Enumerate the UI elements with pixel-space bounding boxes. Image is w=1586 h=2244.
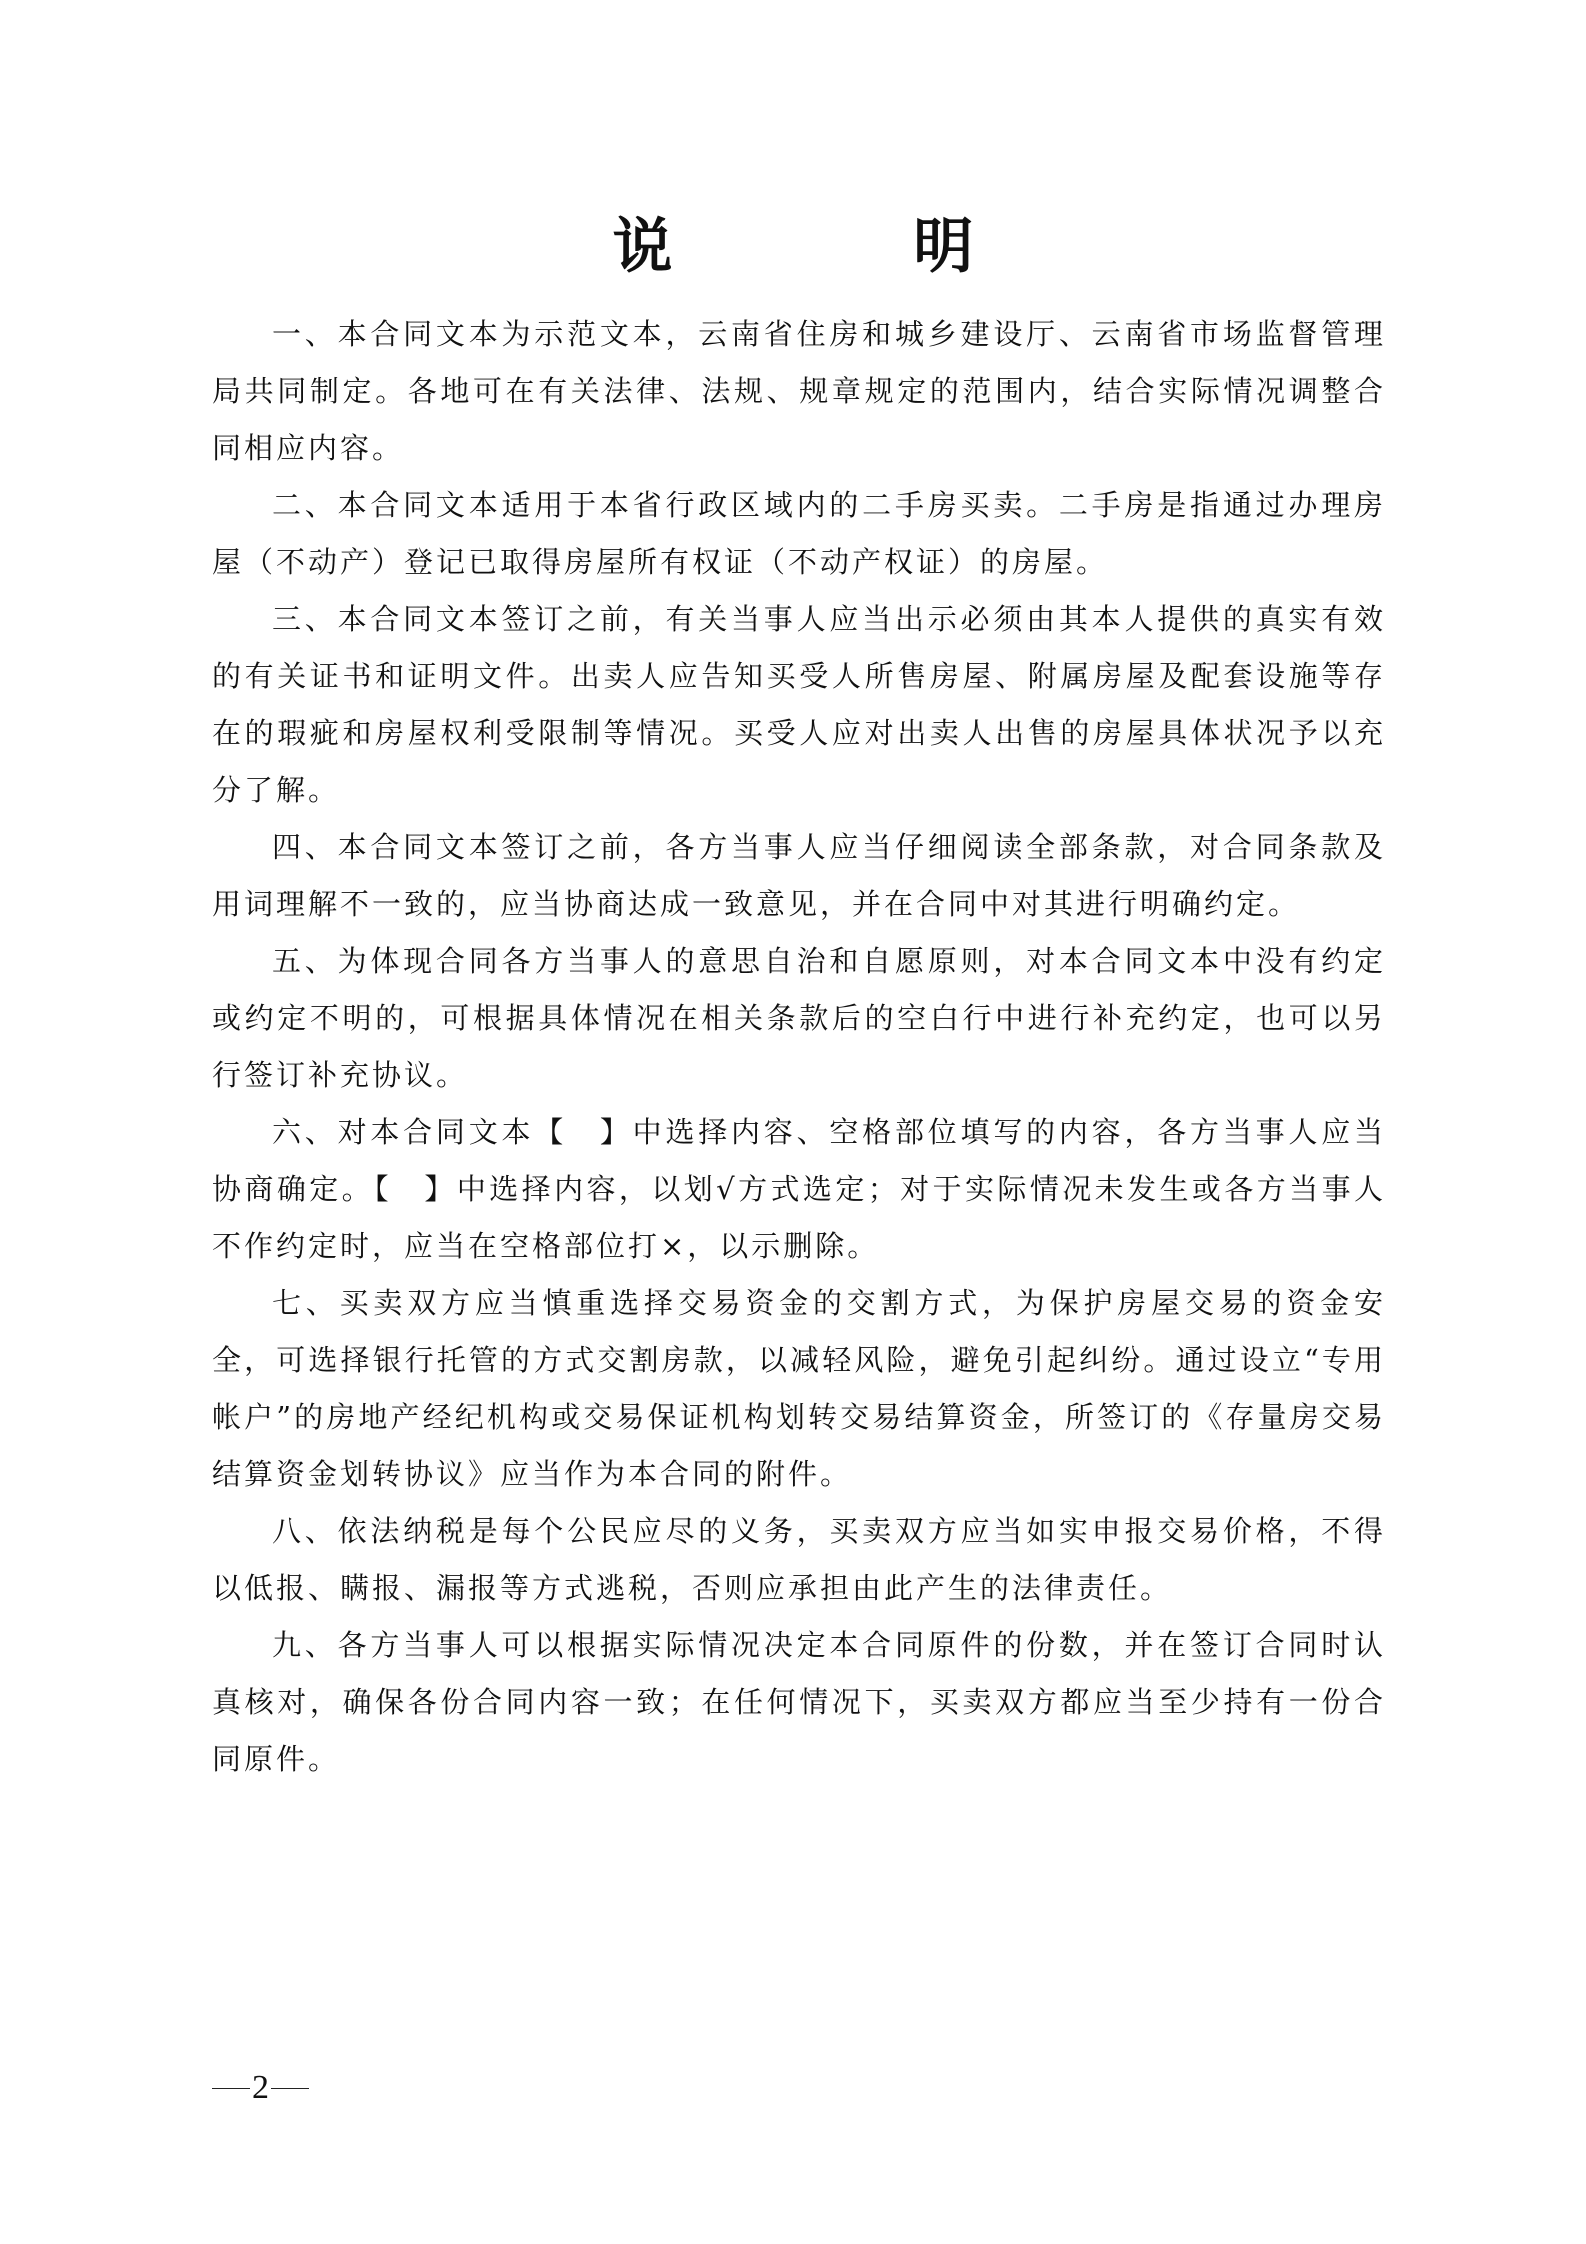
paragraph-8: 八、依法纳税是每个公民应尽的义务，买卖双方应当如实申报交易价格，不得以低报、瞒报、漏报等方式逃税，否则应承担由此产生的法律责任。 — [212, 1514, 1386, 1605]
page-number: 2 — [252, 2069, 269, 2106]
paragraph-2: 二、本合同文本适用于本省行政区域内的二手房买卖。二手房是指通过办理房屋（不动产）登记已取得房屋所有权证（不动产权证）的房屋。 — [212, 488, 1386, 579]
paragraph-4: 四、本合同文本签订之前，各方当事人应当仔细阅读全部条款，对合同条款及用词理解不一致的，应当协商达成一致意见，并在合同中对其进行明确约定。 — [212, 830, 1386, 921]
page-title: 说 明 — [612, 212, 1084, 282]
page-number-right-rule — [271, 2088, 309, 2089]
paragraph-6: 六、对本合同文本【 】中选择内容、空格部位填写的内容，各方当事人应当协商确定。【 】中选择内容，以划√方式选定；对于实际情况未发生或各方当事人不作约定时，应当在空格部位打×，以示删除。 — [212, 1115, 1386, 1263]
page-number-left-rule — [212, 2088, 250, 2089]
document-body — [212, 306, 1386, 1788]
paragraph-3: 三、本合同文本签订之前，有关当事人应当出示必须由其本人提供的真实有效的有关证书和证明文件。出卖人应告知买受人所售房屋、附属房屋及配套设施等存在的瑕疵和房屋权利受限制等情况。买受人应对出卖人出售的房屋具体状况予以充分了解。 — [212, 602, 1386, 807]
paragraph-9: 九、各方当事人可以根据实际情况决定本合同原件的份数，并在签订合同时认真核对，确保各份合同内容一致；在任何情况下，买卖双方都应当至少持有一份合同原件。 — [212, 1628, 1386, 1776]
paragraph-7: 七、买卖双方应当慎重选择交易资金的交割方式，为保护房屋交易的资金安全，可选择银行托管的方式交割房款，以减轻风险，避免引起纠纷。通过设立“专用帐户”的房地产经纪机构或交易保证机构划转交易结算资金，所签订的《存量房交易结算资金划转协议》应当作为本合同的附件。 — [212, 1286, 1386, 1491]
paragraph-5: 五、为体现合同各方当事人的意思自治和自愿原则，对本合同文本中没有约定或约定不明的，可根据具体情况在相关条款后的空白行中进行补充约定，也可以另行签订补充协议。 — [212, 944, 1386, 1092]
page-number-footer — [210, 2068, 311, 2108]
paragraph-1: 一、本合同文本为示范文本，云南省住房和城乡建设厅、云南省市场监督管理局共同制定。各地可在有关法律、法规、规章规定的范围内，结合实际情况调整合同相应内容。 — [212, 317, 1386, 465]
